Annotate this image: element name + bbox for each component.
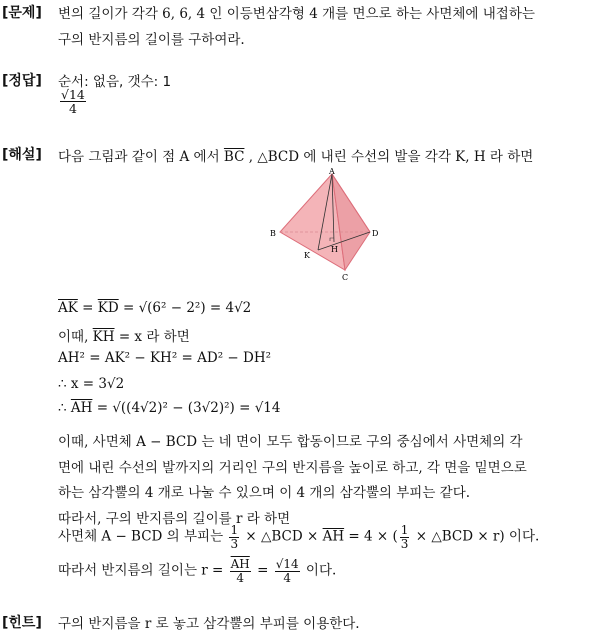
therefore-symbol: ∴ <box>58 400 67 416</box>
eq1-rest: = √(6² − 2²) = 4√2 <box>118 300 252 316</box>
label-c: C <box>342 273 349 282</box>
equation-x: ∴ x = 3√2 <box>58 376 125 392</box>
label-k: K <box>304 251 310 260</box>
hint-label: [힌트] <box>2 615 42 631</box>
answer-denominator: 4 <box>68 101 77 117</box>
hint-line: 구의 반지름을 r 로 놓고 삼각뿔의 부피를 이용한다. <box>58 616 360 632</box>
let-kh-line <box>58 325 190 345</box>
paragraph-line-4: 따라서, 구의 반지름의 길이를 r 라 하면 <box>58 511 291 527</box>
segment-kh: $\overline{KH}$ <box>92 329 115 345</box>
segment-ah: $\overline{AH}$ <box>70 400 93 416</box>
final-frac-2-num: √14 <box>275 557 299 571</box>
problem-line-1: 변의 길이가 각각 6, 6, 4 인 이등변삼각형 4 개를 면으로 하는 사면체에 내접하는 <box>58 6 535 22</box>
volume-text-b: × △BCD × <box>245 528 319 545</box>
solution-intro <box>58 145 533 165</box>
final-text-b: 이다. <box>305 562 337 579</box>
final-equals: = <box>257 562 269 579</box>
equation-ah-squared: AH² = AK² − KH² = AD² − DH² <box>58 350 272 366</box>
paragraph-line-3: 하는 삼각뿔의 4 개로 나눌 수 있으며 이 4 개의 삼각뿔의 부피는 같다. <box>58 485 471 501</box>
final-equation <box>58 558 336 584</box>
line2-b: = x 라 하면 <box>114 329 190 345</box>
final-frac-2-den: 4 <box>283 570 291 585</box>
frac-2-den: 3 <box>400 536 409 551</box>
solution-intro-a: 다음 그림과 같이 점 A 에서 <box>58 149 220 165</box>
volume-text-d: × △BCD × r) 이다. <box>415 528 540 545</box>
final-frac-1-den: 4 <box>236 570 245 585</box>
volume-segment-ah: $\overline{AH}$ <box>322 528 345 545</box>
final-frac-1-num: $\overline{AH}$ <box>230 557 250 571</box>
answer-label: [정답] <box>2 73 42 89</box>
volume-text-a: 사면체 A − BCD 의 부피는 <box>58 528 224 545</box>
frac-2-num: 1 <box>400 523 409 537</box>
eq1-equals: = <box>77 300 98 316</box>
solution-label: [해설] <box>2 147 42 163</box>
problem-label: [문제] <box>2 5 42 21</box>
final-text-a: 따라서 반지름의 길이는 r = <box>58 562 224 579</box>
line2-a: 이때, <box>58 329 89 345</box>
answer-value <box>58 88 88 115</box>
tetrahedron-figure <box>266 166 384 284</box>
paragraph-line-2: 면에 내린 수선의 발까지의 거리인 구의 반지름을 높이로 하고, 각 면을 밑면으로 <box>58 460 527 476</box>
paragraph-line-1: 이때, 사면체 A − BCD 는 네 면이 모두 합동이므로 구의 중심에서 사면체의 각 <box>58 434 523 450</box>
segment-kd: $\overline{KD}$ <box>97 300 119 316</box>
volume-equation <box>58 524 539 550</box>
label-a: A <box>329 167 335 176</box>
label-b: B <box>270 229 276 238</box>
segment-ak: $\overline{AK}$ <box>58 300 78 316</box>
segment-bc: $\overline{BC}$ <box>223 149 245 165</box>
equation-ak-kd <box>58 300 251 316</box>
label-h: H <box>331 245 338 254</box>
answer-numerator: √14 <box>61 87 85 102</box>
label-d: D <box>372 229 379 238</box>
volume-text-c: = 4 × ( <box>348 528 398 545</box>
answer-line: 순서: 없음, 갯수: 1 <box>58 74 172 90</box>
solution-intro-b: , △BCD 에 내린 수선의 발을 각각 K, H 라 하면 <box>248 149 534 165</box>
eq5-rest: = √((4√2)² − (3√2)²) = √14 <box>92 400 281 416</box>
equation-ah <box>58 400 280 416</box>
frac-1-den: 3 <box>230 536 239 551</box>
frac-1-num: 1 <box>230 523 239 537</box>
problem-line-2: 구의 반지름의 길이를 구하여라. <box>58 32 245 48</box>
